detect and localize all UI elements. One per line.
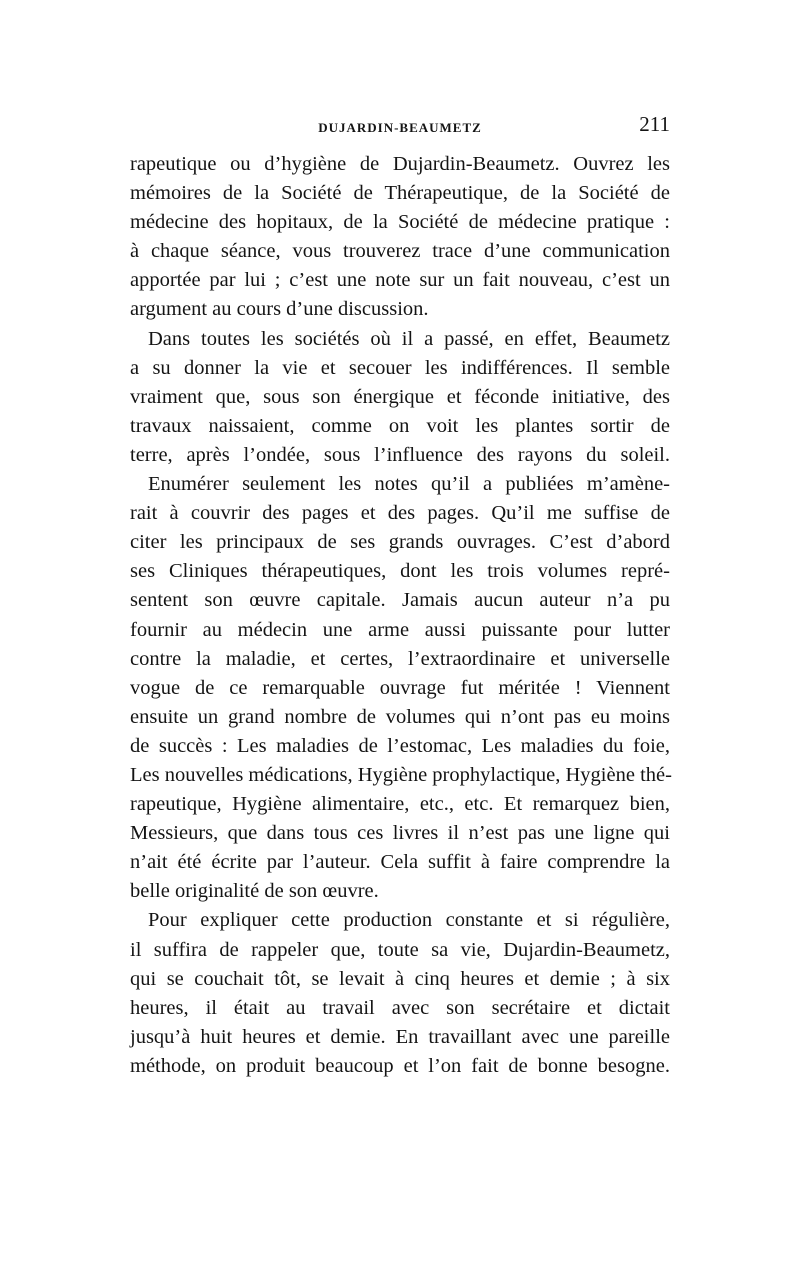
text-line: heures, il était au travail avec son secrétaire et dictait bbox=[130, 996, 670, 1019]
paragraph bbox=[130, 325, 670, 470]
text-line: vogue de ce remarquable ouvrage fut méritée ! Viennent bbox=[130, 676, 670, 699]
text-line: jusqu’à huit heures et demie. En travaillant avec une pareille bbox=[130, 1025, 670, 1048]
text-line: rait à couvrir des pages et des pages. Qu’il me suffise de bbox=[130, 502, 670, 525]
text-line: Messieurs, que dans tous ces livres il n’est pas une ligne qui bbox=[130, 822, 670, 845]
text-line: méthode, on produit beaucoup et l’on fait de bonne besogne. bbox=[130, 1054, 670, 1077]
text-line: ensuite un grand nombre de volumes qui n’ont pas eu moins bbox=[130, 705, 670, 728]
page-number: 211 bbox=[639, 112, 670, 136]
text-line: argument au cours d’une discussion. bbox=[130, 298, 429, 321]
text-line: contre la maladie, et certes, l’extraordinaire et universelle bbox=[130, 647, 670, 670]
text-line: ses Cliniques thérapeutiques, dont les trois volumes repré- bbox=[130, 560, 670, 583]
body-text bbox=[130, 150, 670, 1081]
text-line: apportée par lui ; c’est une note sur un fait nouveau, c’est un bbox=[130, 269, 670, 292]
text-line: fournir au médecin une arme aussi puissante pour lutter bbox=[130, 618, 670, 641]
text-line: médecine des hopitaux, de la Société de médecine pratique : bbox=[130, 211, 670, 234]
text-line: de succès : Les maladies de l’estomac, Les maladies du foie, bbox=[130, 734, 670, 757]
text-line: rapeutique, Hygiène alimentaire, etc., etc. Et remarquez bien, bbox=[130, 793, 670, 816]
text-line: a su donner la vie et secouer les indifférences. Il semble bbox=[130, 356, 670, 379]
text-line: n’ait été écrite par l’auteur. Cela suffit à faire comprendre la bbox=[130, 851, 670, 874]
text-line: travaux naissaient, comme on voit les plantes sortir de bbox=[130, 414, 670, 437]
text-line: Les nouvelles médications, Hygiène prophylactique, Hygiène thé- bbox=[130, 763, 672, 786]
page-header bbox=[130, 112, 670, 142]
text-line: vraiment que, sous son énergique et féconde initiative, des bbox=[130, 385, 670, 408]
text-line: sentent son œuvre capitale. Jamais aucun auteur n’a pu bbox=[130, 589, 670, 612]
paragraph bbox=[130, 906, 670, 1081]
paragraph bbox=[130, 150, 670, 325]
text-line: terre, après l’ondée, sous l’influence des rayons du soleil. bbox=[130, 443, 670, 466]
text-line: mémoires de la Société de Thérapeutique, de la Société de bbox=[130, 182, 670, 205]
paragraph bbox=[130, 470, 670, 906]
text-line: à chaque séance, vous trouverez trace d’une communication bbox=[130, 240, 670, 263]
text-line: Enumérer seulement les notes qu’il a publiées m’amène- bbox=[148, 473, 670, 496]
text-line: qui se couchait tôt, se levait à cinq heures et demie ; à six bbox=[130, 967, 670, 990]
text-line: Dans toutes les sociétés où il a passé, en effet, Beaumetz bbox=[148, 327, 670, 350]
text-line: il suffira de rappeler que, toute sa vie, Dujardin-Beaumetz, bbox=[130, 938, 670, 961]
running-head: DUJARDIN-BEAUMETZ bbox=[318, 120, 482, 135]
text-line: rapeutique ou d’hygiène de Dujardin-Beaumetz. Ouvrez les bbox=[130, 153, 670, 175]
text-line: Pour expliquer cette production constante et si régulière, bbox=[148, 909, 670, 932]
text-line: citer les principaux de ses grands ouvrages. C’est d’abord bbox=[130, 531, 670, 554]
book-page bbox=[130, 112, 670, 1081]
text-line: belle originalité de son œuvre. bbox=[130, 880, 379, 903]
